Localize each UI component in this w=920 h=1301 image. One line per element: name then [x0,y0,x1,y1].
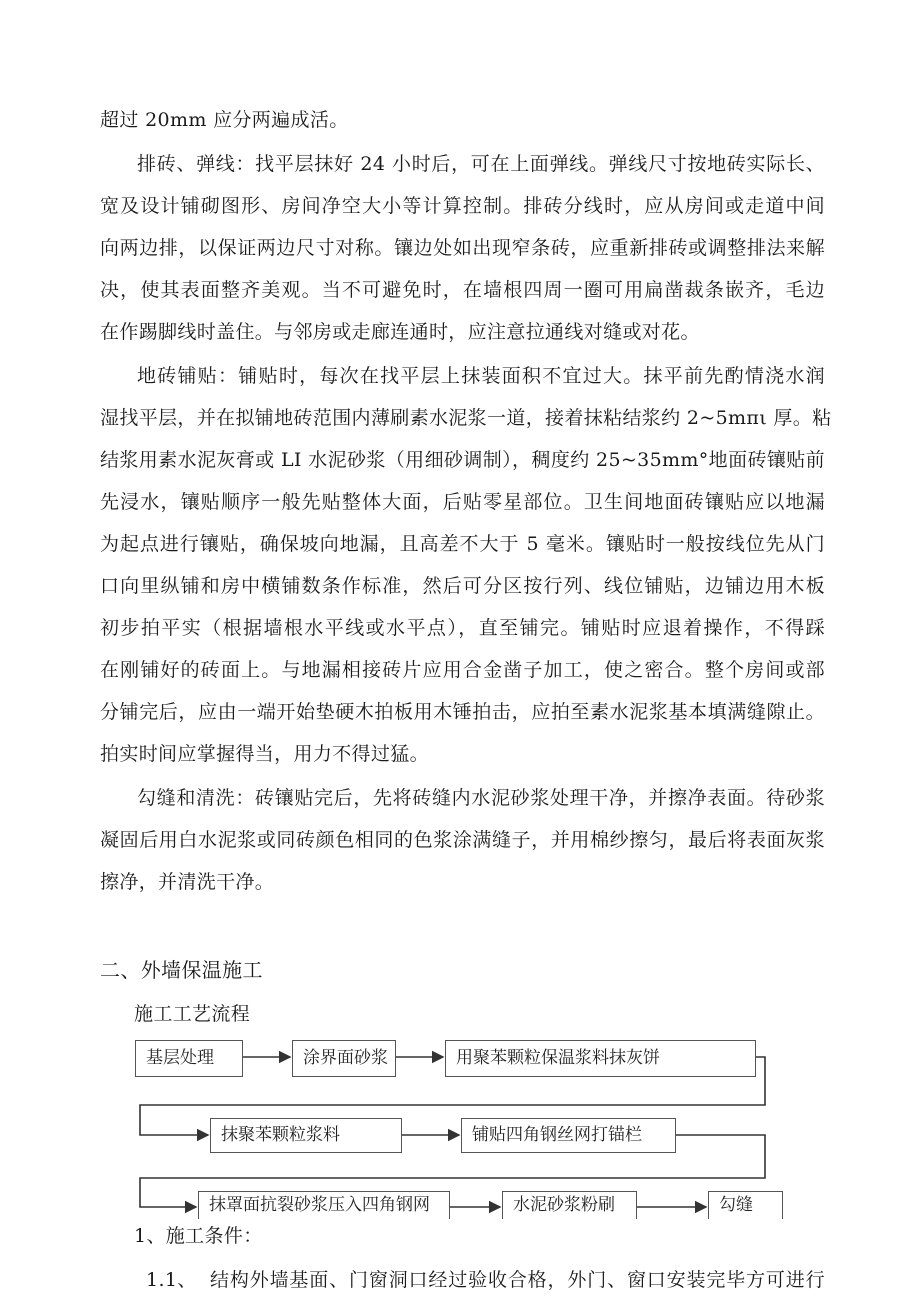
text-line: 为起点进行镶贴，确保坡向地漏，且高差不大于 5 毫米。镶贴时一般按线位先从门 [100,533,825,555]
text-line: 初步拍平实（根据墙根水平线或水平点），直至铺完。铺贴时应退着操作，不得踩 [100,617,825,639]
item-text: 结构外墙基面、门窗洞口经过验收合格，外门、窗口安装完毕方可进行 [210,1269,825,1291]
flow-step-label: 铺贴四角钢丝网打锚栏 [472,1125,642,1145]
flow-step-label: 勾缝 [719,1195,753,1215]
text-line: 在刚铺好的砖面上。与地漏相接砖片应用合金凿子加工，使之密合。整个房间或部 [100,659,825,681]
text-line: 勾缝和清洗：砖镶贴完后，先将砖缝内水泥砂浆处理干净，并擦净表面。待砂浆 [137,787,825,809]
text-line: 在作踢脚线时盖住。与邻房或走廊连通时，应注意拉通线对缝或对花。 [100,321,700,343]
flow-step-cement-plaster [502,1191,637,1219]
flow-step-interface-mortar [292,1040,396,1077]
flow-step-polystyrene-slurry [210,1118,402,1153]
flow-step-plaster-cake [445,1040,756,1077]
text-line: 先浸水，镶贴顺序一般先贴整体大面，后贴零星部位。卫生间地面砖镶贴应以地漏 [100,491,825,513]
text-line: 擦净，并清洗干净。 [100,871,275,893]
text-line: 超过 20mm 应分两遍成活。 [100,109,349,131]
text-line: 湿找平层，并在拟铺地砖范围内薄刷素水泥浆一道，接着抹粘结浆约 2~5mπι 厚。粘 [100,407,832,429]
text-line: 结浆用素水泥灰膏或 LI 水泥砂浆（用细砂调制），稠度约 25~35mm°地面砖镶贴前 [100,449,825,471]
text-line: 宽及设计铺砌图形、房间净空大小等计算控制。排砖分线时，应从房间或走道中间 [100,195,825,217]
item-number: 1.1、 [146,1269,197,1291]
text-line: 决，使其表面整齐美观。当不可避免时，在墙根四周一圈可用扁凿裁条嵌齐，毛边 [100,279,825,301]
flow-step-base-treatment [135,1040,243,1077]
text-line: 地砖铺贴：铺贴时，每次在找平层上抹装面积不宜过大。抹平前先酌情浇水润 [137,365,825,387]
flow-step-label: 涂界面砂浆 [303,1048,388,1068]
text-line: 凝固后用白水泥浆或同砖颜色相同的色浆涂满缝子，并用棉纱擦匀，最后将表面灰浆 [100,829,825,851]
flow-step-steel-mesh [461,1118,676,1153]
section-title: 二、外墙保温施工 [100,958,263,982]
text-line: 分铺完后，应由一端开始垫硬木拍板用木锤拍击，应拍至素水泥浆基本填满缝隙止。 [100,701,825,723]
flow-step-label: 抹聚苯颗粒浆料 [221,1125,340,1145]
flow-step-pointing [708,1191,783,1219]
flow-step-label: 抹罩面抗裂砂浆压入四角钢网 [209,1195,430,1215]
flow-step-label: 基层处理 [146,1048,214,1068]
flow-step-anti-crack-mortar [198,1191,450,1219]
text-line: 排砖、弹线：找平层抹好 24 小时后，可在上面弹线。弹线尺寸按地砖实际长、 [137,153,825,175]
text-line: 拍实时间应掌握得当，用力不得过猛。 [100,743,429,765]
sub-heading: 1、施工条件： [134,1225,263,1247]
flow-step-label: 用聚苯颗粒保温浆料抹灰饼 [456,1048,660,1068]
text-line: 口向里纵铺和房中横铺数条作标准，然后可分区按行列、线位铺贴，边铺边用木板 [100,575,825,597]
flow-title: 施工工艺流程 [134,1003,251,1025]
text-line: 向两边排，以保证两边尺寸对称。镶边处如出现窄条砖，应重新排砖或调整排法来解 [100,237,825,259]
flow-step-label: 水泥砂浆粉刷 [513,1195,615,1215]
